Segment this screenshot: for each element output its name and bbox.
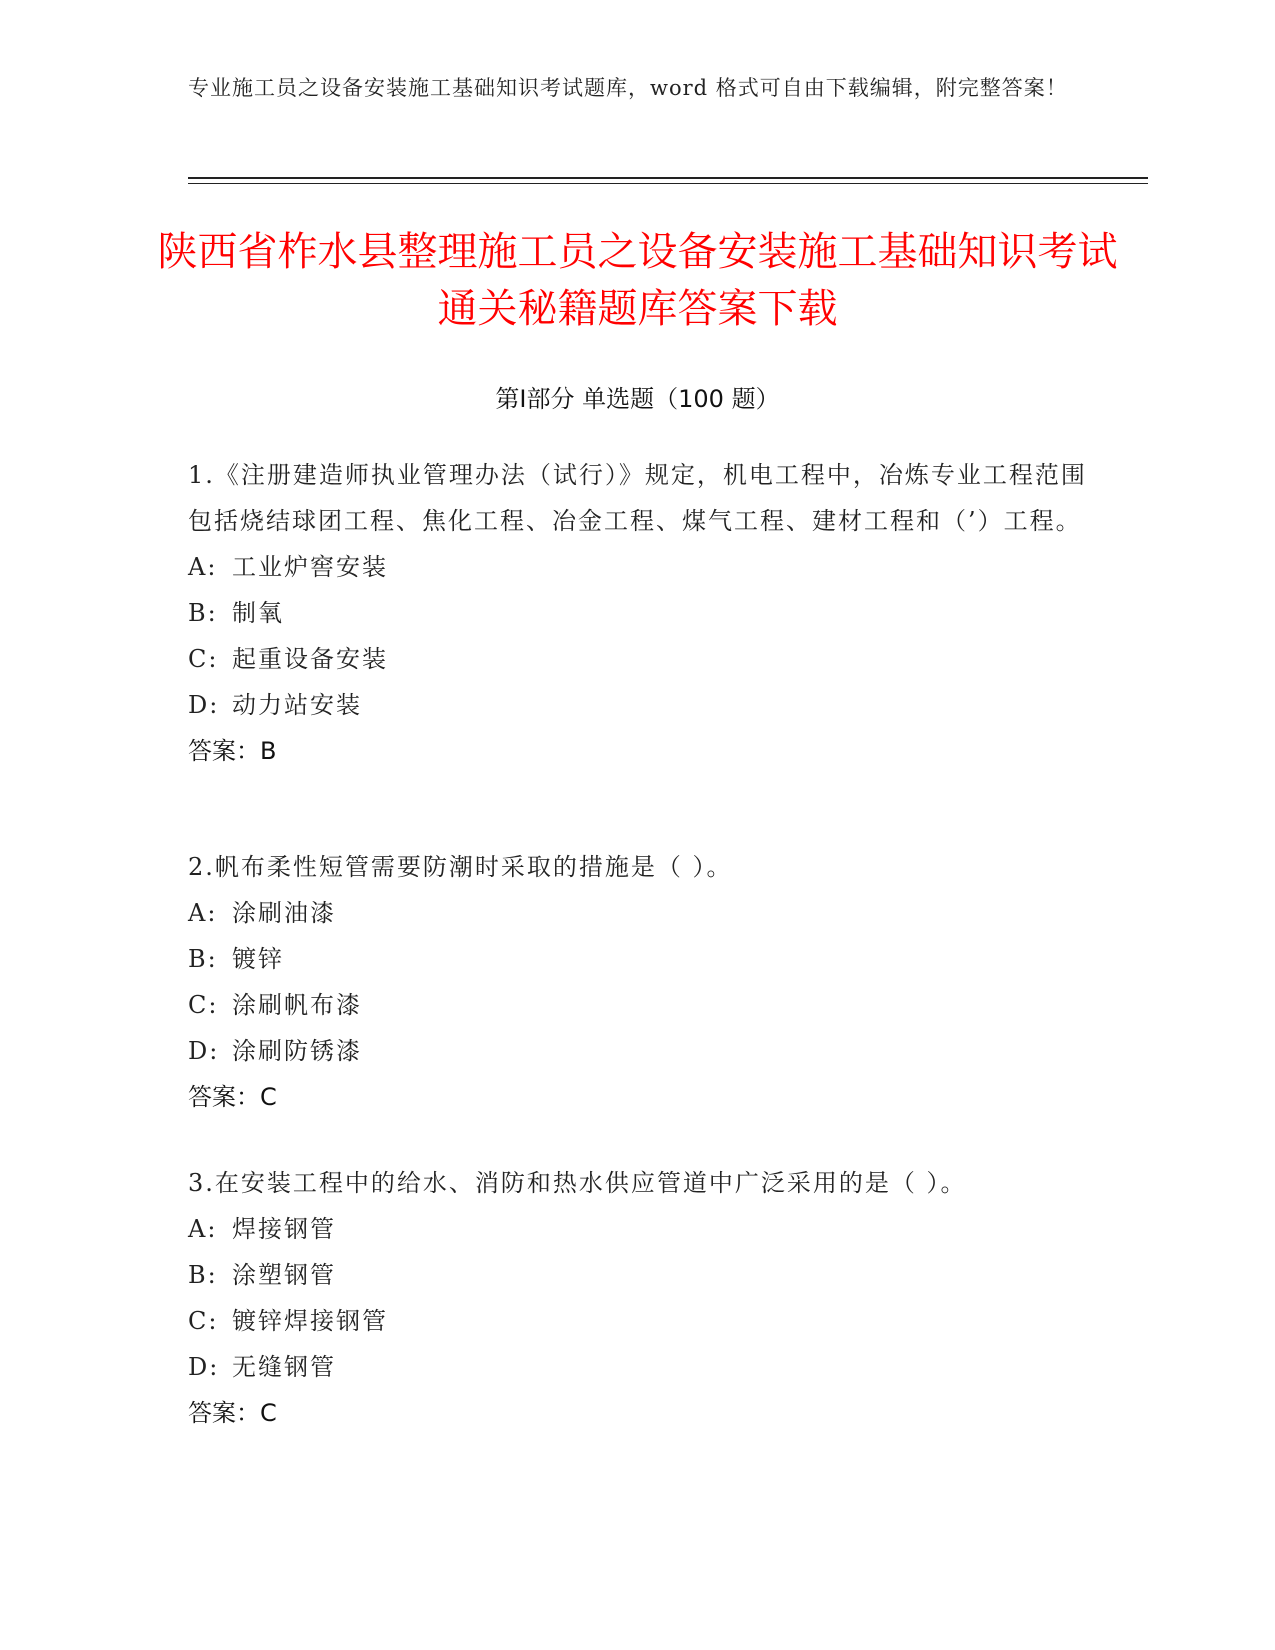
option-text: 焊接钢管: [232, 1215, 336, 1243]
option-text: 涂刷防锈漆: [232, 1037, 362, 1065]
option-b: [188, 936, 1088, 982]
option-text: 制氧: [232, 599, 284, 627]
option-letter: D:: [188, 1353, 220, 1381]
option-letter: B:: [188, 945, 218, 973]
section-heading: 第Ⅰ部分 单选题（100 题）: [495, 385, 780, 413]
option-text: 起重设备安装: [232, 645, 388, 673]
question-stem: 1.《注册建造师执业管理办法（试行）》规定，机电工程中，冶炼专业工程范围包括烧结球团工程、焦化工程、冶金工程、煤气工程、建材工程和（’）工程。: [188, 461, 1087, 535]
answer-line: 答案：B: [188, 737, 277, 765]
option-b: [188, 1252, 1088, 1298]
option-c: [188, 982, 1088, 1028]
header-note: 专业施工员之设备安装施工基础知识考试题库，word 格式可自由下载编辑，附完整答案！: [188, 76, 1068, 100]
option-text: 无缝钢管: [232, 1353, 336, 1381]
option-letter: D:: [188, 691, 220, 719]
option-letter: C:: [188, 645, 219, 673]
option-d: [188, 1028, 1088, 1074]
answer-line: 答案：C: [188, 1083, 277, 1111]
option-letter: A:: [188, 553, 218, 581]
option-c: [188, 1298, 1088, 1344]
option-text: 镀锌焊接钢管: [232, 1307, 388, 1335]
option-text: 镀锌: [232, 945, 284, 973]
option-letter: A:: [188, 899, 218, 927]
option-d: [188, 682, 1088, 728]
option-letter: C:: [188, 991, 219, 1019]
question-stem: 3.在安装工程中的给水、消防和热水供应管道中广泛采用的是（ ）。: [188, 1169, 967, 1197]
option-letter: D:: [188, 1037, 220, 1065]
question-stem: 2.帆布柔性短管需要防潮时采取的措施是（ ）。: [188, 853, 733, 881]
option-text: 涂刷油漆: [232, 899, 336, 927]
option-text: 工业炉窖安装: [232, 553, 388, 581]
question-3: [188, 1160, 1088, 1436]
option-letter: B:: [188, 599, 218, 627]
header-divider-thin: [188, 183, 1148, 184]
option-letter: A:: [188, 1215, 218, 1243]
question-2: [188, 844, 1088, 1120]
document-title: 陕西省柞水县整理施工员之设备安装施工基础知识考试通关秘籍题库答案下载: [157, 229, 1118, 332]
option-text: 涂塑钢管: [232, 1261, 336, 1289]
option-letter: B:: [188, 1261, 218, 1289]
option-a: [188, 544, 1088, 590]
option-a: [188, 890, 1088, 936]
question-1: [188, 452, 1088, 774]
answer-line: 答案：C: [188, 1399, 277, 1427]
header-divider-thick: [188, 177, 1148, 179]
option-b: [188, 590, 1088, 636]
option-c: [188, 636, 1088, 682]
option-letter: C:: [188, 1307, 219, 1335]
option-a: [188, 1206, 1088, 1252]
option-d: [188, 1344, 1088, 1390]
option-text: 动力站安装: [232, 691, 362, 719]
option-text: 涂刷帆布漆: [232, 991, 362, 1019]
